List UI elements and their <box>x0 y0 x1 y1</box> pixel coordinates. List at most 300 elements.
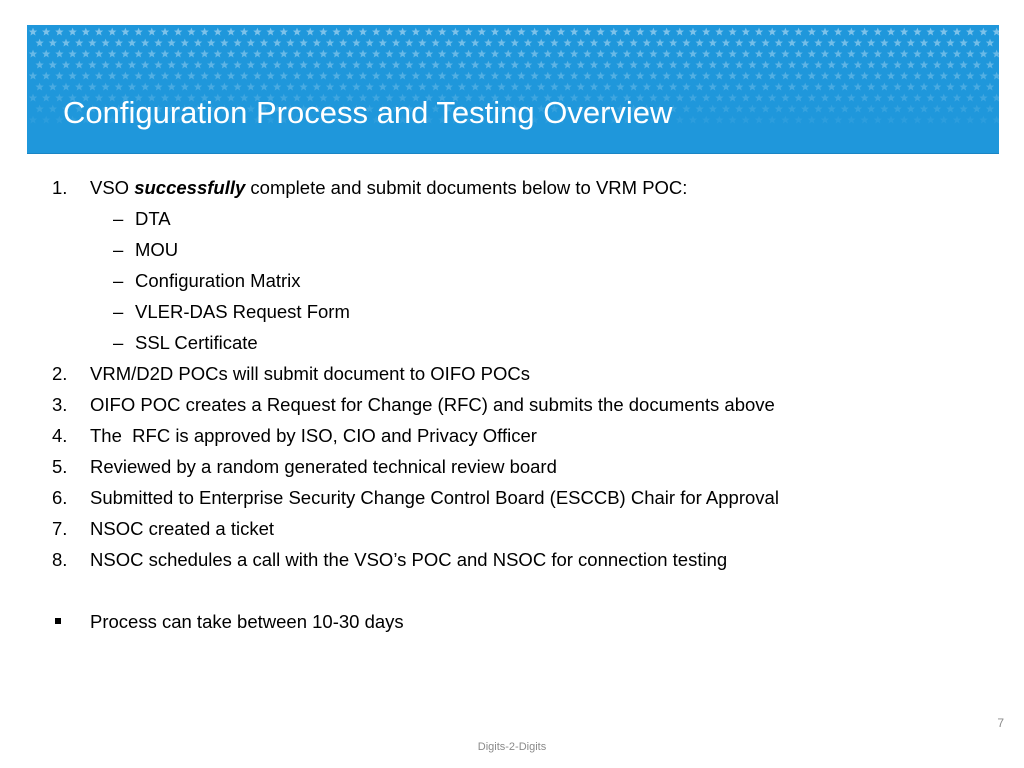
star-icon <box>775 61 783 69</box>
star-icon <box>273 61 281 69</box>
star-icon <box>524 61 532 69</box>
star-icon <box>827 105 835 113</box>
star-icon <box>29 50 37 58</box>
star-icon <box>874 116 882 124</box>
star-icon <box>636 50 644 58</box>
star-icon <box>266 28 274 36</box>
star-icon <box>728 72 736 80</box>
star-icon <box>761 39 769 47</box>
star-icon <box>517 72 525 80</box>
star-icon <box>260 39 268 47</box>
star-icon <box>867 39 875 47</box>
star-icon <box>101 61 109 69</box>
star-icon <box>141 83 149 91</box>
star-icon <box>907 61 915 69</box>
star-icon <box>860 28 868 36</box>
star-icon <box>821 28 829 36</box>
star-icon <box>141 61 149 69</box>
list-item <box>52 513 992 544</box>
star-icon <box>200 72 208 80</box>
note-item <box>52 606 992 637</box>
star-icon <box>550 39 558 47</box>
star-icon <box>82 72 90 80</box>
list-item <box>52 172 992 203</box>
sub-list-text: SSL Certificate <box>135 332 258 353</box>
star-icon <box>332 28 340 36</box>
sub-list-text: Configuration Matrix <box>135 270 301 291</box>
star-icon <box>854 39 862 47</box>
star-icon <box>979 72 987 80</box>
star-icon <box>827 83 835 91</box>
star-icon <box>808 94 816 102</box>
star-icon <box>187 28 195 36</box>
star-icon <box>471 61 479 69</box>
star-icon <box>194 61 202 69</box>
star-icon <box>610 50 618 58</box>
star-icon <box>973 83 981 91</box>
list-text: Submitted to Enterprise Security Change Control Board (ESCCB) Chair for Approval <box>90 487 779 508</box>
star-icon <box>161 50 169 58</box>
star-icon <box>966 72 974 80</box>
star-icon <box>62 39 70 47</box>
star-icon <box>577 61 585 69</box>
star-icon <box>966 94 974 102</box>
star-icon <box>643 83 651 91</box>
star-icon <box>398 50 406 58</box>
star-icon <box>946 39 954 47</box>
star-icon <box>775 39 783 47</box>
sub-list-item <box>52 203 992 234</box>
star-icon <box>517 28 525 36</box>
star-icon <box>405 61 413 69</box>
star-icon <box>478 72 486 80</box>
star-icon <box>392 61 400 69</box>
star-icon <box>458 83 466 91</box>
star-icon <box>583 50 591 58</box>
star-icon <box>101 83 109 91</box>
sub-list-text: VLER-DAS Request Form <box>135 301 350 322</box>
star-icon <box>610 72 618 80</box>
star-icon <box>577 83 585 91</box>
star-icon <box>689 28 697 36</box>
star-icon <box>946 61 954 69</box>
star-icon <box>742 50 750 58</box>
star-icon <box>900 28 908 36</box>
list-item <box>52 544 992 575</box>
star-icon <box>709 39 717 47</box>
star-icon <box>286 61 294 69</box>
star-icon <box>940 28 948 36</box>
star-icon <box>728 94 736 102</box>
star-icon <box>907 39 915 47</box>
star-icon <box>121 28 129 36</box>
star-icon <box>530 50 538 58</box>
star-icon <box>768 28 776 36</box>
star-icon <box>326 83 334 91</box>
star-icon <box>128 39 136 47</box>
star-icon <box>445 61 453 69</box>
star-icon <box>748 39 756 47</box>
star-icon <box>385 28 393 36</box>
star-icon <box>273 83 281 91</box>
star-icon <box>973 39 981 47</box>
star-icon <box>636 28 644 36</box>
star-icon <box>332 72 340 80</box>
star-icon <box>662 28 670 36</box>
star-icon <box>596 50 604 58</box>
star-icon <box>273 39 281 47</box>
star-icon <box>220 61 228 69</box>
star-icon <box>992 116 999 124</box>
star-icon <box>544 50 552 58</box>
star-icon <box>88 61 96 69</box>
star-icon <box>359 28 367 36</box>
star-icon <box>623 50 631 58</box>
star-icon <box>814 105 822 113</box>
star-icon <box>933 61 941 69</box>
list-number: 6. <box>52 487 68 508</box>
star-icon <box>781 116 789 124</box>
list-number: 1. <box>52 177 68 198</box>
star-icon <box>959 61 967 69</box>
star-icon <box>814 39 822 47</box>
star-icon <box>847 116 855 124</box>
star-icon <box>880 105 888 113</box>
sub-list-item <box>52 296 992 327</box>
star-icon <box>893 61 901 69</box>
star-icon <box>418 83 426 91</box>
list-item <box>52 358 992 389</box>
star-icon <box>920 39 928 47</box>
star-icon <box>801 83 809 91</box>
star-icon <box>161 28 169 36</box>
star-icon <box>748 61 756 69</box>
star-icon <box>676 94 684 102</box>
star-icon <box>603 83 611 91</box>
text-part: complete and submit documents below to VRM POC: <box>245 177 688 198</box>
star-icon <box>227 72 235 80</box>
star-icon <box>748 105 756 113</box>
star-icon <box>458 39 466 47</box>
star-icon <box>42 72 50 80</box>
star-icon <box>623 28 631 36</box>
star-icon <box>748 83 756 91</box>
star-icon <box>240 50 248 58</box>
star-icon <box>247 39 255 47</box>
emphasis-text: successfully <box>134 177 246 198</box>
list-number: 4. <box>52 425 68 446</box>
star-icon <box>372 50 380 58</box>
star-icon <box>986 61 994 69</box>
star-icon <box>445 83 453 91</box>
star-icon <box>148 28 156 36</box>
star-icon <box>867 83 875 91</box>
star-icon <box>662 50 670 58</box>
star-icon <box>702 72 710 80</box>
star-icon <box>649 28 657 36</box>
star-icon <box>491 28 499 36</box>
star-icon <box>735 39 743 47</box>
star-icon <box>478 28 486 36</box>
star-icon <box>577 39 585 47</box>
star-icon <box>900 72 908 80</box>
list-text: The RFC is approved by ISO, CIO and Privacy Officer <box>90 425 537 446</box>
star-icon <box>722 39 730 47</box>
star-icon <box>306 72 314 80</box>
star-icon <box>359 50 367 58</box>
star-icon <box>834 28 842 36</box>
star-icon <box>676 50 684 58</box>
star-icon <box>359 72 367 80</box>
star-icon <box>827 39 835 47</box>
star-icon <box>148 72 156 80</box>
star-icon <box>75 61 83 69</box>
star-icon <box>35 61 43 69</box>
star-icon <box>537 83 545 91</box>
star-icon <box>563 83 571 91</box>
star-icon <box>728 28 736 36</box>
star-icon <box>214 28 222 36</box>
star-icon <box>616 83 624 91</box>
star-icon <box>352 61 360 69</box>
star-icon <box>887 28 895 36</box>
star-icon <box>953 50 961 58</box>
star-icon <box>715 50 723 58</box>
star-icon <box>596 72 604 80</box>
star-icon <box>95 50 103 58</box>
star-icon <box>781 94 789 102</box>
star-icon <box>55 50 63 58</box>
star-icon <box>715 94 723 102</box>
star-icon <box>425 50 433 58</box>
star-icon <box>722 83 730 91</box>
star-icon <box>352 39 360 47</box>
star-icon <box>431 83 439 91</box>
star-icon <box>299 83 307 91</box>
star-icon <box>326 39 334 47</box>
star-icon <box>887 72 895 80</box>
star-icon <box>946 105 954 113</box>
star-icon <box>979 28 987 36</box>
star-icon <box>709 61 717 69</box>
star-icon <box>214 50 222 58</box>
star-icon <box>82 28 90 36</box>
star-icon <box>484 83 492 91</box>
star-icon <box>702 116 710 124</box>
star-icon <box>438 72 446 80</box>
star-icon <box>940 116 948 124</box>
star-icon <box>517 50 525 58</box>
star-icon <box>530 28 538 36</box>
star-icon <box>755 94 763 102</box>
star-icon <box>445 39 453 47</box>
star-icon <box>42 94 50 102</box>
dash-marker: – <box>113 270 124 291</box>
star-icon <box>682 83 690 91</box>
star-icon <box>280 28 288 36</box>
star-icon <box>959 105 967 113</box>
star-icon <box>49 83 57 91</box>
star-icon <box>372 72 380 80</box>
star-icon <box>497 61 505 69</box>
star-icon <box>728 50 736 58</box>
star-icon <box>451 28 459 36</box>
star-icon <box>676 116 684 124</box>
star-icon <box>979 94 987 102</box>
star-icon <box>346 72 354 80</box>
star-icon <box>623 72 631 80</box>
star-icon <box>841 105 849 113</box>
star-icon <box>530 72 538 80</box>
star-icon <box>49 39 57 47</box>
star-icon <box>29 116 37 124</box>
star-icon <box>629 83 637 91</box>
star-icon <box>365 61 373 69</box>
star-icon <box>148 50 156 58</box>
star-icon <box>959 83 967 91</box>
star-icon <box>761 105 769 113</box>
star-icon <box>544 72 552 80</box>
star-icon <box>339 39 347 47</box>
spacer <box>52 575 992 606</box>
star-icon <box>794 50 802 58</box>
star-icon <box>550 61 558 69</box>
star-icon <box>841 83 849 91</box>
star-icon <box>511 61 519 69</box>
star-icon <box>834 116 842 124</box>
star-icon <box>742 72 750 80</box>
star-icon <box>761 83 769 91</box>
star-icon <box>788 105 796 113</box>
star-icon <box>570 72 578 80</box>
star-icon <box>504 72 512 80</box>
star-icon <box>484 39 492 47</box>
star-icon <box>464 28 472 36</box>
star-icon <box>35 39 43 47</box>
star-icon <box>537 61 545 69</box>
star-icon <box>722 61 730 69</box>
star-icon <box>233 61 241 69</box>
star-icon <box>755 50 763 58</box>
list-text: OIFO POC creates a Request for Change (RFC) and submits the documents above <box>90 394 775 415</box>
star-icon <box>418 39 426 47</box>
star-icon <box>616 39 624 47</box>
star-icon <box>266 72 274 80</box>
star-icon <box>854 83 862 91</box>
star-icon <box>940 50 948 58</box>
star-icon <box>794 94 802 102</box>
star-icon <box>108 28 116 36</box>
star-icon <box>933 39 941 47</box>
star-icon <box>629 61 637 69</box>
star-icon <box>491 72 499 80</box>
star-icon <box>115 39 123 47</box>
star-icon <box>471 39 479 47</box>
list-number: 5. <box>52 456 68 477</box>
dash-marker: – <box>113 208 124 229</box>
title-banner <box>27 25 999 154</box>
star-icon <box>431 39 439 47</box>
star-icon <box>504 28 512 36</box>
star-icon <box>458 61 466 69</box>
star-icon <box>313 83 321 91</box>
star-icon <box>926 28 934 36</box>
star-icon <box>471 83 479 91</box>
star-icon <box>926 72 934 80</box>
star-icon <box>62 83 70 91</box>
star-icon <box>392 39 400 47</box>
star-icon <box>695 83 703 91</box>
star-icon <box>715 72 723 80</box>
star-icon <box>590 61 598 69</box>
star-icon <box>253 28 261 36</box>
star-icon <box>834 50 842 58</box>
star-icon <box>319 50 327 58</box>
slide-title: Configuration Process and Testing Overview <box>63 95 673 130</box>
star-icon <box>821 72 829 80</box>
star-icon <box>174 72 182 80</box>
star-icon <box>946 83 954 91</box>
star-icon <box>966 28 974 36</box>
star-icon <box>794 72 802 80</box>
star-icon <box>68 72 76 80</box>
star-icon <box>821 116 829 124</box>
star-icon <box>319 72 327 80</box>
star-icon <box>563 39 571 47</box>
star-icon <box>570 28 578 36</box>
star-pattern-background <box>27 25 999 153</box>
star-icon <box>260 83 268 91</box>
star-icon <box>695 105 703 113</box>
star-icon <box>794 116 802 124</box>
star-icon <box>35 105 43 113</box>
star-icon <box>82 50 90 58</box>
star-icon <box>464 50 472 58</box>
star-icon <box>926 116 934 124</box>
star-icon <box>834 72 842 80</box>
star-icon <box>821 50 829 58</box>
star-icon <box>768 116 776 124</box>
star-icon <box>253 72 261 80</box>
star-icon <box>220 39 228 47</box>
star-icon <box>412 72 420 80</box>
star-icon <box>451 72 459 80</box>
star-icon <box>940 72 948 80</box>
star-icon <box>88 83 96 91</box>
star-icon <box>68 28 76 36</box>
star-icon <box>722 105 730 113</box>
star-icon <box>867 61 875 69</box>
list-item <box>52 420 992 451</box>
star-icon <box>491 50 499 58</box>
star-icon <box>801 61 809 69</box>
star-icon <box>768 94 776 102</box>
star-icon <box>979 50 987 58</box>
star-icon <box>709 105 717 113</box>
star-icon <box>379 39 387 47</box>
star-icon <box>154 83 162 91</box>
list-number: 2. <box>52 363 68 384</box>
star-icon <box>253 50 261 58</box>
star-icon <box>874 50 882 58</box>
star-icon <box>827 61 835 69</box>
star-icon <box>154 61 162 69</box>
star-icon <box>405 39 413 47</box>
star-icon <box>557 28 565 36</box>
star-icon <box>907 83 915 91</box>
star-icon <box>755 28 763 36</box>
star-icon <box>715 28 723 36</box>
